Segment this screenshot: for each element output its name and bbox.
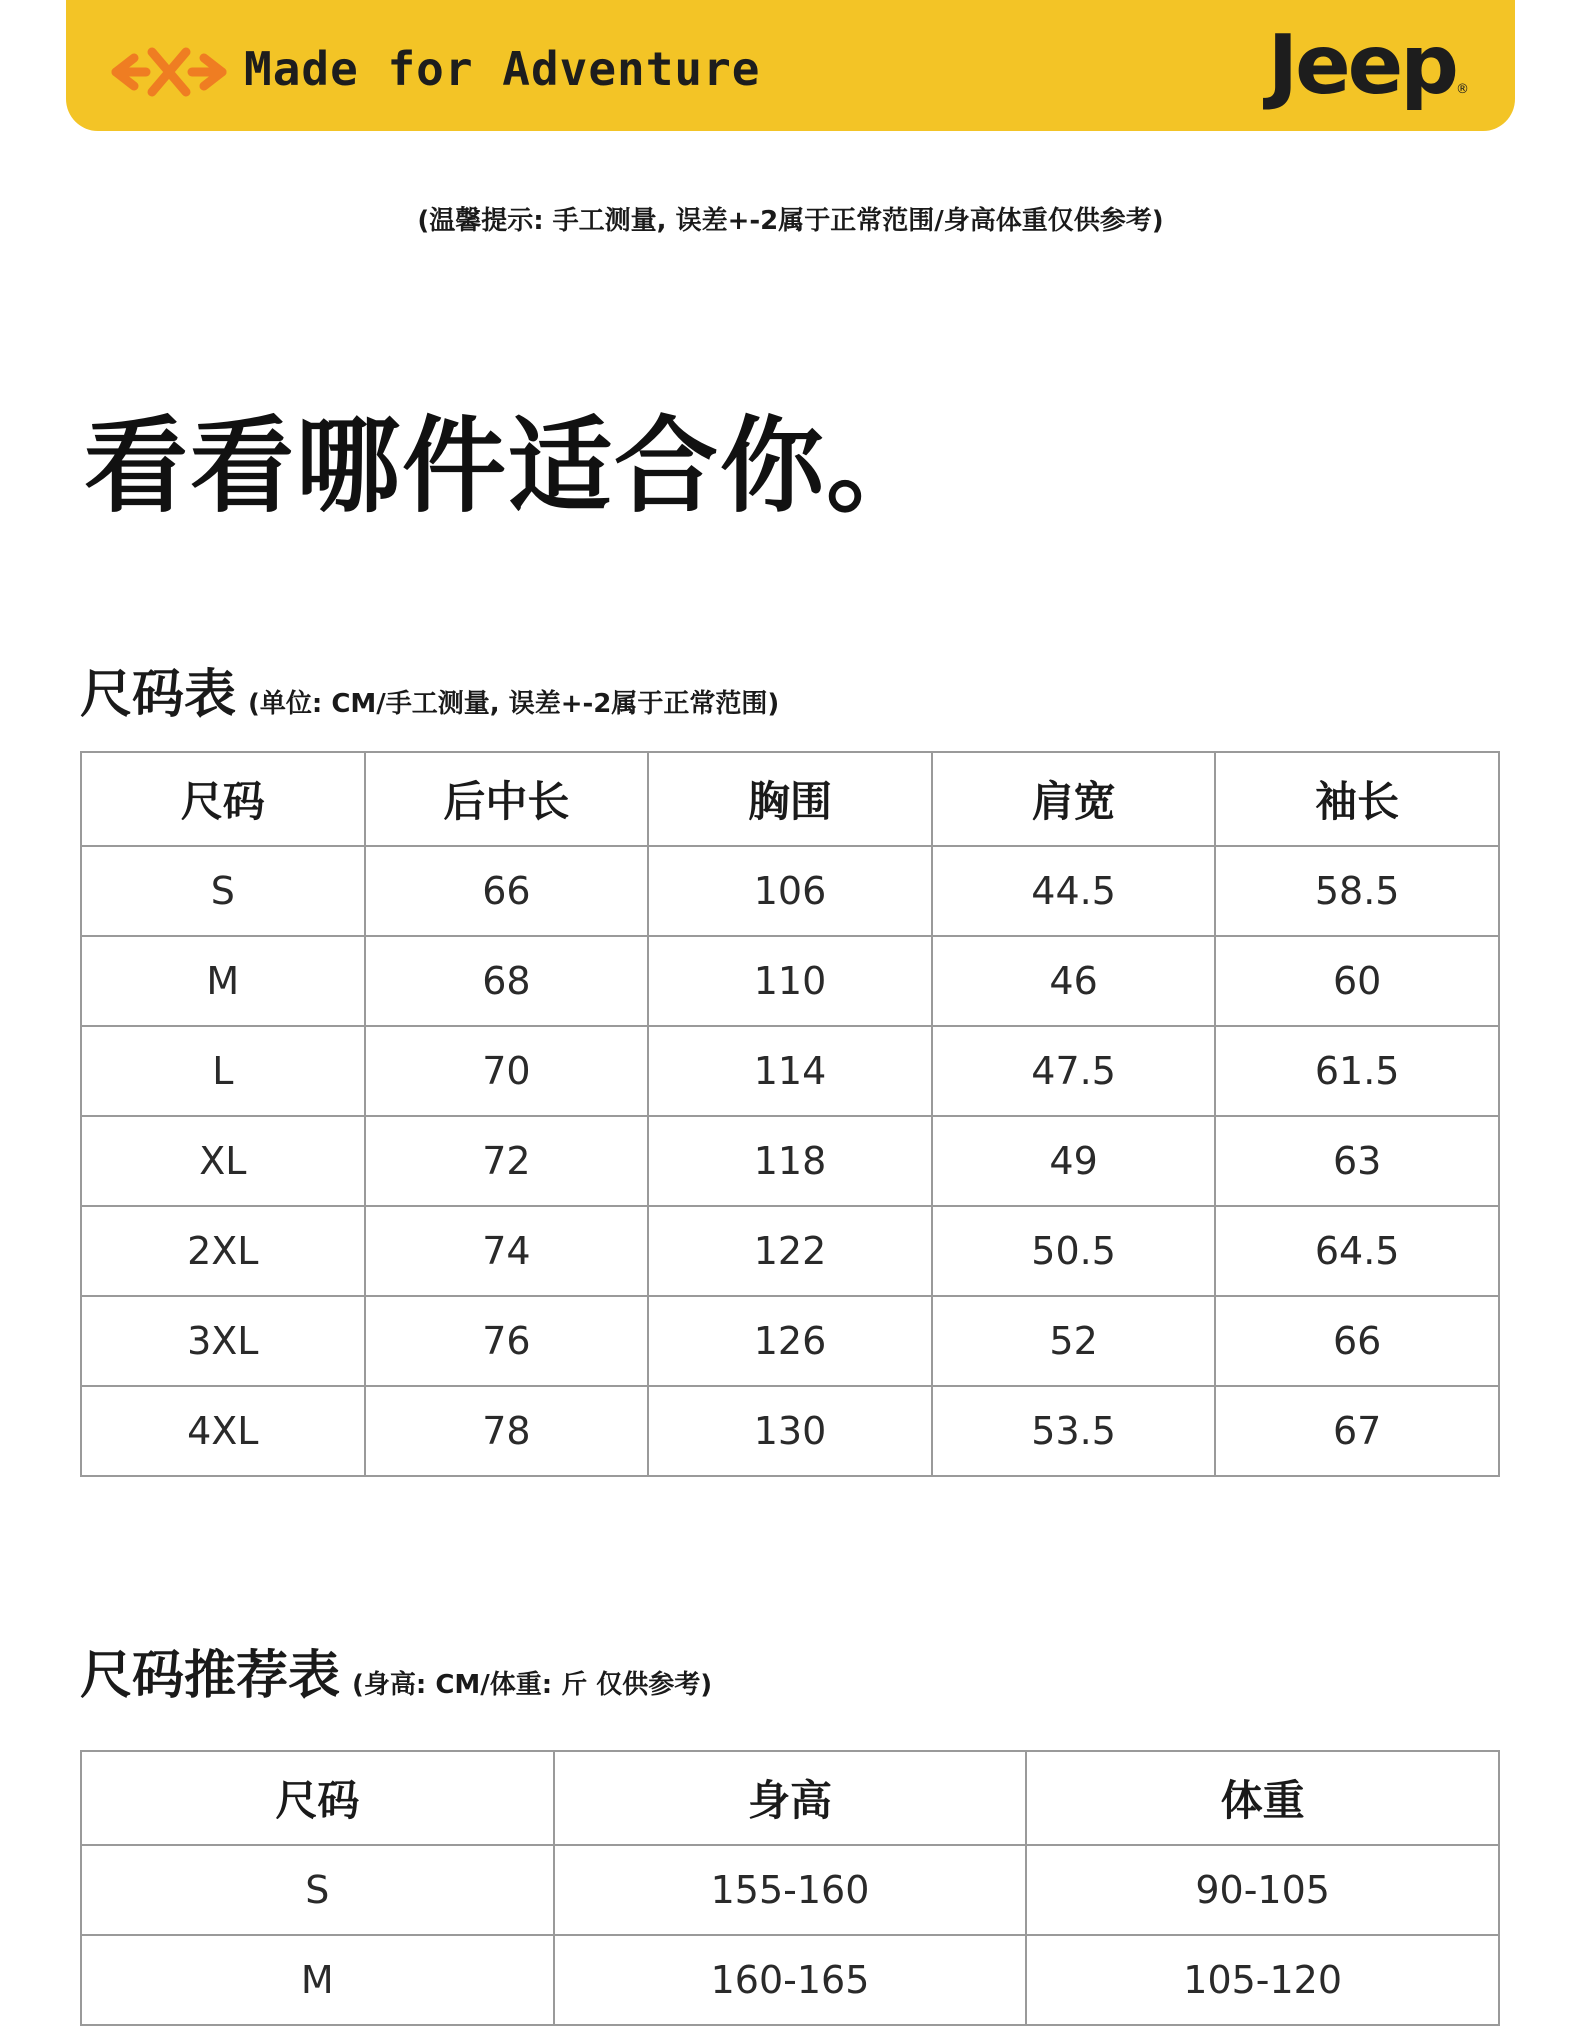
column-header: 肩宽 xyxy=(932,752,1216,846)
table-cell: 122 xyxy=(648,1206,932,1296)
logo-text: Jeep xyxy=(1267,18,1456,113)
table-row xyxy=(81,1116,1499,1206)
table-cell: 50.5 xyxy=(932,1206,1216,1296)
table-cell: M xyxy=(81,1935,554,2025)
table-cell: 155-160 xyxy=(554,1845,1027,1935)
table-row xyxy=(81,1845,1499,1935)
recommend-chart-heading xyxy=(80,1633,712,1708)
table-cell: 46 xyxy=(932,936,1216,1026)
table-cell: 66 xyxy=(1215,1296,1499,1386)
table-cell: 58.5 xyxy=(1215,846,1499,936)
table-cell: S xyxy=(81,846,365,936)
table-cell: 53.5 xyxy=(932,1386,1216,1476)
table-row xyxy=(81,1386,1499,1476)
size-chart-table xyxy=(80,751,1500,1477)
table-cell: 70 xyxy=(365,1026,649,1116)
table-cell: 64.5 xyxy=(1215,1206,1499,1296)
table-cell: XL xyxy=(81,1116,365,1206)
table-cell: 49 xyxy=(932,1116,1216,1206)
table-cell: 90-105 xyxy=(1026,1845,1499,1935)
column-header: 后中长 xyxy=(365,752,649,846)
table-cell: 60 xyxy=(1215,936,1499,1026)
recommend-chart-table xyxy=(80,1750,1500,2026)
brand-banner xyxy=(66,0,1515,131)
table-cell: 126 xyxy=(648,1296,932,1386)
size-chart-title: 尺码表 xyxy=(80,665,237,725)
table-row xyxy=(81,1935,1499,2025)
table-cell: 114 xyxy=(648,1026,932,1116)
4x4-mark-icon xyxy=(104,40,234,104)
table-row xyxy=(81,1296,1499,1386)
measurement-notice: (温馨提示: 手工测量, 误差+-2属于正常范围/身高体重仅供参考) xyxy=(417,206,1164,236)
table-cell: 3XL xyxy=(81,1296,365,1386)
table-cell: 4XL xyxy=(81,1386,365,1476)
table-row xyxy=(81,936,1499,1026)
table-cell: 106 xyxy=(648,846,932,936)
table-cell: 67 xyxy=(1215,1386,1499,1476)
table-cell: 44.5 xyxy=(932,846,1216,936)
table-cell: M xyxy=(81,936,365,1026)
brand-tagline: Made for Adventure xyxy=(244,42,761,96)
table-cell: 52 xyxy=(932,1296,1216,1386)
table-cell: 110 xyxy=(648,936,932,1026)
recommend-chart-title: 尺码推荐表 xyxy=(80,1646,341,1706)
registered-mark: ® xyxy=(1456,82,1469,97)
table-cell: L xyxy=(81,1026,365,1116)
table-cell: 74 xyxy=(365,1206,649,1296)
jeep-logo xyxy=(1268,18,1469,113)
table-row xyxy=(81,1026,1499,1116)
table-cell: 47.5 xyxy=(932,1026,1216,1116)
table-cell: 130 xyxy=(648,1386,932,1476)
column-header: 身高 xyxy=(554,1751,1027,1845)
column-header: 胸围 xyxy=(648,752,932,846)
page-headline: 看看哪件适合你。 xyxy=(84,405,933,527)
column-header: 尺码 xyxy=(81,752,365,846)
size-chart-heading xyxy=(80,652,779,727)
table-cell: 76 xyxy=(365,1296,649,1386)
table-cell: 68 xyxy=(365,936,649,1026)
table-header-row xyxy=(81,1751,1499,1845)
table-cell: 118 xyxy=(648,1116,932,1206)
size-chart-subtitle: (单位: CM/手工测量, 误差+-2属于正常范围) xyxy=(248,689,780,719)
column-header: 体重 xyxy=(1026,1751,1499,1845)
table-cell: S xyxy=(81,1845,554,1935)
column-header: 袖长 xyxy=(1215,752,1499,846)
column-header: 尺码 xyxy=(81,1751,554,1845)
recommend-chart-subtitle: (身高: CM/体重: 斤 仅供参考) xyxy=(352,1670,713,1700)
table-cell: 66 xyxy=(365,846,649,936)
table-cell: 160-165 xyxy=(554,1935,1027,2025)
table-row xyxy=(81,1206,1499,1296)
table-cell: 2XL xyxy=(81,1206,365,1296)
table-cell: 105-120 xyxy=(1026,1935,1499,2025)
table-cell: 63 xyxy=(1215,1116,1499,1206)
table-cell: 78 xyxy=(365,1386,649,1476)
table-row xyxy=(81,846,1499,936)
table-cell: 72 xyxy=(365,1116,649,1206)
table-cell: 61.5 xyxy=(1215,1026,1499,1116)
table-header-row xyxy=(81,752,1499,846)
